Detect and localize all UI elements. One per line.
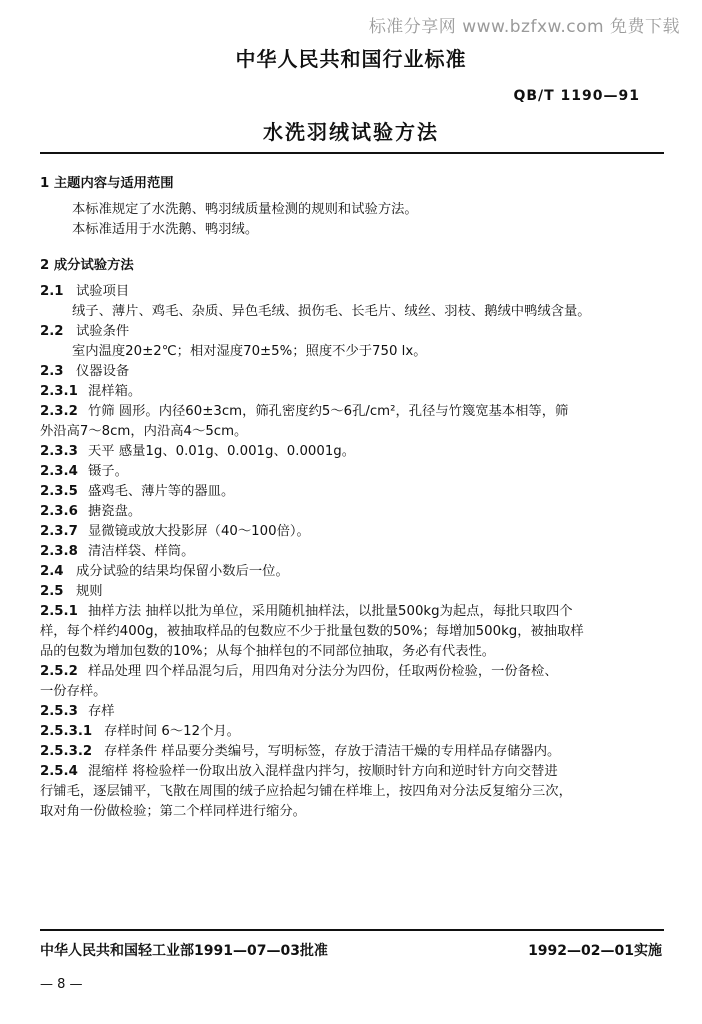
clause-number: 2.3 bbox=[40, 364, 64, 379]
clause bbox=[40, 382, 664, 402]
clause-text: 显微镜或放大投影屏（40～100倍）。 bbox=[88, 524, 310, 539]
clause-text: 盛鸡毛、薄片等的器皿。 bbox=[88, 484, 235, 499]
clause-text: 存样条件 样品要分类编号，写明标签，存放于清洁干燥的专用样品存储器内。 bbox=[104, 744, 561, 759]
clause-number: 2.3.2 bbox=[40, 404, 78, 419]
clause-text: 清洁样袋、样筒。 bbox=[88, 544, 195, 559]
paragraph: 本标准规定了水洗鹅、鸭羽绒质量检测的规则和试验方法。 bbox=[72, 202, 418, 217]
standard-category-heading: 中华人民共和国行业标准 bbox=[235, 47, 467, 71]
clause-continuation: 行铺毛，逐层铺平，飞散在周围的绒子应拾起匀铺在样堆上，按四角对分法反复缩分三次， bbox=[40, 784, 572, 799]
clause-continuation: 样，每个样约400g，被抽取样品的包数应不少于批量包数的50%；每增加500kg，被抽取样 bbox=[40, 624, 584, 639]
clause bbox=[40, 662, 664, 682]
clause-number: 2.4 bbox=[40, 564, 64, 579]
clause-number: 2.5.3 bbox=[40, 704, 78, 719]
clause-text: 搪瓷盘。 bbox=[88, 504, 142, 519]
clause bbox=[40, 742, 664, 762]
paragraph: 绒子、薄片、鸡毛、杂质、异色毛绒、损伤毛、长毛片、绒丝、羽枝、鹅绒中鸭绒含量。 bbox=[72, 304, 591, 319]
clause bbox=[40, 362, 664, 382]
clause-number: 2.5.3.1 bbox=[40, 724, 93, 739]
clause bbox=[40, 542, 664, 562]
clause bbox=[40, 582, 664, 602]
effective-date: 1992—02—01实施 bbox=[528, 943, 662, 959]
clause bbox=[40, 322, 664, 342]
approval-statement: 中华人民共和国轻工业部1991—07—03批准 bbox=[40, 943, 328, 959]
clause-number: 2.1 bbox=[40, 284, 64, 299]
clause bbox=[40, 562, 664, 582]
clause-title: 试验条件 bbox=[76, 324, 130, 339]
clause-continuation: 品的包数为增加包数的10%；从每个抽样包的不同部位抽取，务必有代表性。 bbox=[40, 644, 496, 659]
clause bbox=[40, 462, 664, 482]
clause-number: 2.5.4 bbox=[40, 764, 78, 779]
clause-number: 2.3.4 bbox=[40, 464, 78, 479]
clause-text: 镊子。 bbox=[88, 464, 128, 479]
clause-text: 样品处理 四个样品混匀后，用四角对分法分为四份，任取两份检验，一份备检、 bbox=[88, 664, 558, 679]
clause-title: 规则 bbox=[76, 584, 103, 599]
clause-title: 仪器设备 bbox=[76, 364, 130, 379]
clause bbox=[40, 402, 664, 422]
clause-text: 混缩样 将检验样一份取出放入混样盘内拌匀，按顺时针方向和逆时针方向交替进 bbox=[88, 764, 558, 779]
clause bbox=[40, 602, 664, 622]
clause-continuation: 一份存样。 bbox=[40, 684, 107, 699]
clause-text: 天平 感量1g、0.01g、0.001g、0.0001g。 bbox=[88, 444, 356, 459]
clause-number: 2.3.5 bbox=[40, 484, 78, 499]
clause-title: 存样 bbox=[88, 704, 115, 719]
clause-number: 2.3.3 bbox=[40, 444, 78, 459]
clause-continuation: 取对角一份做检验；第二个样同样进行缩分。 bbox=[40, 804, 306, 819]
paragraph: 本标准适用于水洗鹅、鸭羽绒。 bbox=[72, 222, 259, 237]
clause-number: 2.3.8 bbox=[40, 544, 78, 559]
clause bbox=[40, 522, 664, 542]
clause bbox=[40, 702, 664, 722]
clause-number: 2.5.3.2 bbox=[40, 744, 93, 759]
clause-number: 2.2 bbox=[40, 324, 64, 339]
clause-text: 竹筛 圆形。内径60±3cm，筛孔密度约5～6孔/cm²，孔径与竹篾宽基本相等，筛 bbox=[88, 404, 569, 419]
clause-number: 2.3.7 bbox=[40, 524, 78, 539]
clause-number: 2.5.2 bbox=[40, 664, 78, 679]
clause-text: 成分试验的结果均保留小数后一位。 bbox=[76, 564, 289, 579]
clause bbox=[40, 442, 664, 462]
header-divider bbox=[40, 152, 664, 154]
clause bbox=[40, 482, 664, 502]
watermark-text: 标准分享网 www.bzfxw.com 免费下载 bbox=[368, 17, 680, 37]
clause-number: 2.3.6 bbox=[40, 504, 78, 519]
paragraph: 室内温度20±2℃；相对湿度70±5%；照度不少于750 lx。 bbox=[72, 344, 427, 359]
clause-text: 存样时间 6～12个月。 bbox=[104, 724, 240, 739]
section-heading: 1 主题内容与适用范围 bbox=[40, 176, 174, 191]
clause-number: 2.5.1 bbox=[40, 604, 78, 619]
clause bbox=[40, 722, 664, 742]
clause-number: 2.5 bbox=[40, 584, 64, 599]
clause-title: 试验项目 bbox=[76, 284, 130, 299]
clause-text: 抽样方法 抽样以批为单位，采用随机抽样法，以批量500kg为起点，每批只取四个 bbox=[88, 604, 573, 619]
clause-number: 2.3.1 bbox=[40, 384, 78, 399]
clause bbox=[40, 762, 664, 782]
standard-number: QB/T 1190—91 bbox=[513, 88, 640, 104]
section-heading: 2 成分试验方法 bbox=[40, 258, 134, 273]
clause bbox=[40, 502, 664, 522]
clause-continuation: 外沿高7～8cm，内沿高4～5cm。 bbox=[40, 424, 248, 439]
clause-text: 混样箱。 bbox=[88, 384, 142, 399]
page-number: — 8 — bbox=[40, 977, 83, 992]
clause bbox=[40, 282, 664, 302]
document-title: 水洗羽绒试验方法 bbox=[263, 120, 439, 144]
document-body bbox=[40, 170, 664, 822]
footer-divider bbox=[40, 929, 664, 931]
